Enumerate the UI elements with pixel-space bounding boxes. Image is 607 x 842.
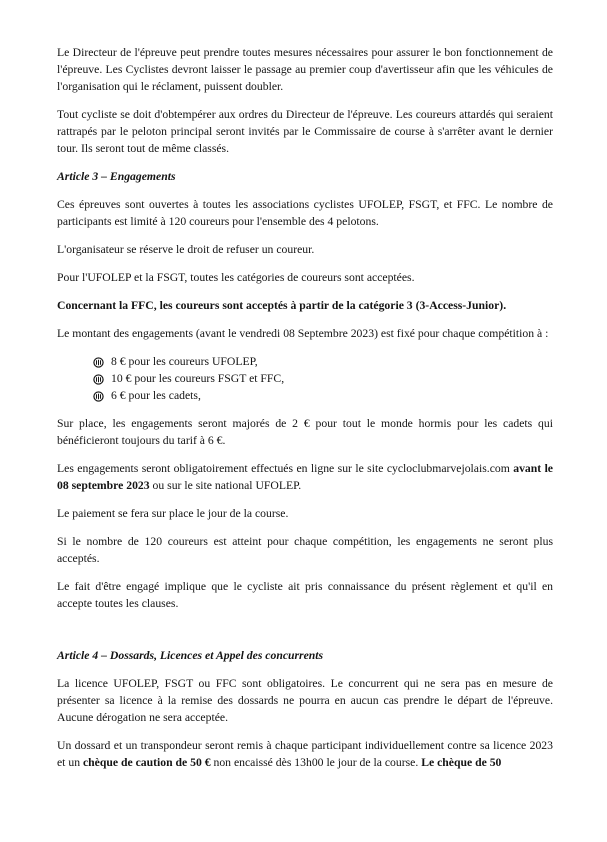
text-run: chèque de caution de 50 € xyxy=(82,756,211,769)
paragraph xyxy=(57,196,553,230)
paragraph xyxy=(57,578,553,612)
circled-bars-bullet-icon xyxy=(93,357,104,368)
text-run: avant le 08 septembre 2023 xyxy=(57,462,553,492)
paragraph xyxy=(57,415,553,449)
list-item xyxy=(93,353,553,370)
text-run: Si le nombre de 120 coureurs est atteint pour chaque compétition, les engagements ne seront plus acceptés. xyxy=(57,535,553,565)
paragraph xyxy=(57,505,553,522)
paragraph xyxy=(57,269,553,286)
text-run: Le paiement se fera sur place le jour de la course. xyxy=(57,507,289,520)
paragraph xyxy=(57,241,553,258)
text-run: Pour l'UFOLEP et la FSGT, toutes les catégories de coureurs sont acceptées. xyxy=(57,271,415,284)
text-run: Tout cycliste se doit d'obtempérer aux ordres du Directeur de l'épreuve. Les coureurs attardés qui seraient rattrapés par le peloton principal seront invités par le Commissaire de course à s'arrêter avant le dernier tour. Ils seront tout de même classés. xyxy=(57,108,553,155)
list-item-text xyxy=(111,370,284,387)
paragraph xyxy=(57,44,553,95)
text-run: Concernant la FFC, les coureurs sont acceptés à partir de la catégorie 3 (3-Access-Junior). xyxy=(57,299,507,312)
paragraph xyxy=(57,297,553,314)
paragraph xyxy=(57,106,553,157)
text-run: Le chèque de 50 xyxy=(421,756,502,769)
list-item-text xyxy=(111,387,201,404)
text-run: Ces épreuves sont ouvertes à toutes les associations cyclistes UFOLEP, FSGT, et FFC. Le nombre de participants est limité à 120 coureurs pour l'ensemble des 4 pelotons. xyxy=(57,198,553,228)
circled-bars-bullet-icon xyxy=(93,374,104,385)
section-heading xyxy=(57,168,553,185)
text-run: Les engagements seront obligatoirement effectués en ligne sur le site cycloclubmarvejolais.com xyxy=(57,462,514,475)
text-run: L'organisateur se réserve le droit de refuser un coureur. xyxy=(57,243,315,256)
fee-list xyxy=(57,353,553,404)
list-item xyxy=(93,370,553,387)
list-item-text xyxy=(111,353,258,370)
paragraph xyxy=(57,460,553,494)
list-item xyxy=(93,387,553,404)
text-run: Article 3 – Engagements xyxy=(57,170,176,183)
text-run: Un dossard et un transpondeur seront remis à chaque participant individuellement contre sa licence 2023 et un xyxy=(57,739,553,769)
text-run: Le montant des engagements (avant le vendredi 08 Septembre 2023) est fixé pour chaque compétition à : xyxy=(57,327,549,340)
text-run: Sur place, les engagements seront majorés de 2 € pour tout le monde hormis pour les cadets qui bénéficieront toujours du tarif à 6 €. xyxy=(57,417,553,447)
text-run: La licence UFOLEP, FSGT ou FFC sont obligatoires. Le concurrent qui ne sera pas en mesure de présenter sa licence à la remise des dossards ne pourra en aucun cas prendre le départ de l'épreuve. Aucune dérogation ne sera acceptée. xyxy=(57,677,553,724)
text-run: non encaissé dès 13h00 le jour de la course. xyxy=(210,756,422,769)
text-run: ou sur le site national UFOLEP. xyxy=(149,479,302,492)
text-run: Article 4 – Dossards, Licences et Appel des concurrents xyxy=(57,649,324,662)
text-run: Le Directeur de l'épreuve peut prendre toutes mesures nécessaires pour assurer le bon fonctionnement de l'épreuve. Les Cyclistes devront laisser le passage au premier coup d'avertisseur afin que les véhicules de l'organisation qui le réclament, puissent doubler. xyxy=(57,46,553,93)
text-run: 6 € pour les cadets, xyxy=(111,389,201,402)
text-run: 8 € pour les coureurs UFOLEP, xyxy=(111,355,258,368)
section-spacer xyxy=(57,623,553,647)
circled-bars-bullet-icon xyxy=(93,391,104,402)
paragraph xyxy=(57,675,553,726)
section-heading xyxy=(57,647,553,664)
paragraph xyxy=(57,737,553,771)
document-body xyxy=(57,44,553,771)
text-run: Le fait d'être engagé implique que le cycliste ait pris connaissance du présent règlement et qu'il en accepte toutes les clauses. xyxy=(57,580,553,610)
paragraph xyxy=(57,325,553,342)
paragraph xyxy=(57,533,553,567)
text-run: 10 € pour les coureurs FSGT et FFC, xyxy=(111,372,285,385)
